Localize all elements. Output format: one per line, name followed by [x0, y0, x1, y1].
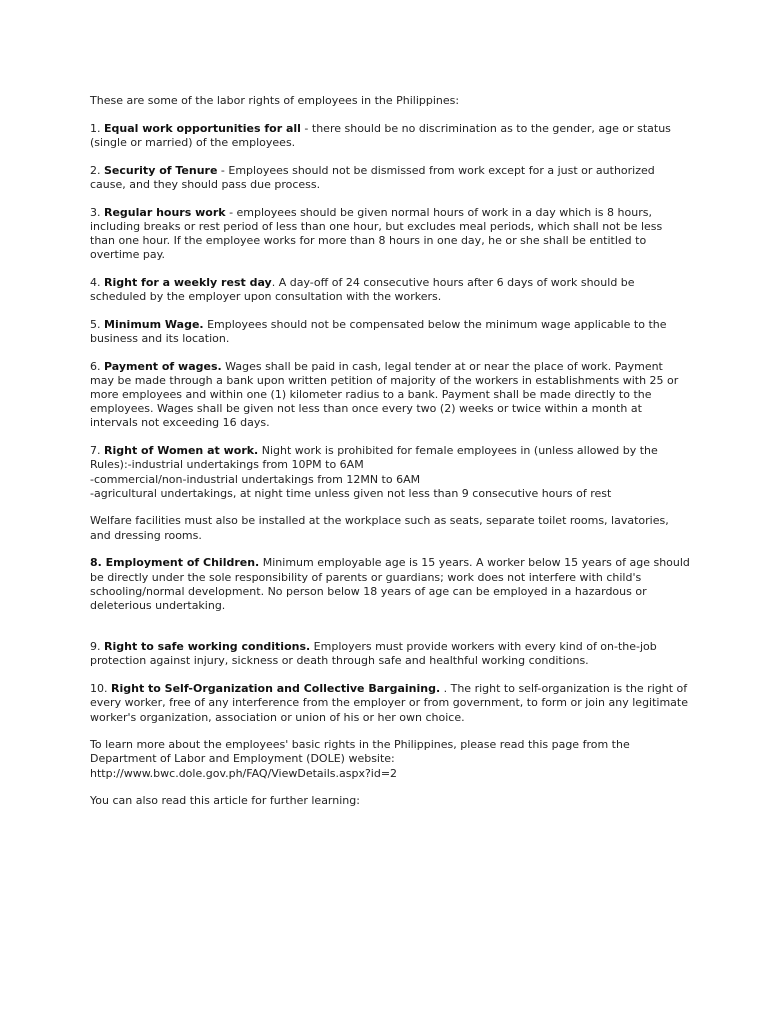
right-3	[90, 206, 690, 263]
right-text: - there should be no discrimination as to the gender, age or status (single or married) of the employees.	[90, 121, 671, 149]
right-number: 9.	[90, 640, 104, 654]
right-text: . The right to self-organization is the right of every worker, free of any interference from the employer or from government, to form or join any legitimate worker's organization, association or union of his or her own choice.	[90, 682, 689, 724]
right-heading: Equal work opportunities for all	[104, 121, 301, 135]
right-text: Night work is prohibited for female employees in (unless allowed by the Rules):-industrial undertakings from 10PM to 6AM -commercial/non-industrial undertakings from 12MN to 6AM -agricultural undertakings, at night time unless given not less than 9 consecutive hours of rest	[90, 444, 658, 500]
right-6	[90, 360, 690, 431]
right-7	[90, 444, 690, 501]
right-text: . A day-off of 24 consecutive hours after 6 days of work should be scheduled by the employer upon consultation with the workers.	[90, 275, 635, 304]
right-9	[90, 640, 690, 668]
right-number: 6.	[90, 359, 104, 373]
right-10	[90, 682, 690, 725]
learn-more-paragraph	[90, 738, 690, 781]
right-text: - employees should be given normal hours of work in a day which is 8 hours, including breaks or rest period of less than one hour, but excludes meal periods, which shall not be less than one hour. If the employee works for more than 8 hours in one day, he or she shall be entitled to overtime pay.	[90, 205, 663, 262]
document-body	[90, 94, 690, 822]
right-text: Employers must provide workers with every kind of on-the-job protection against injury, sickness or death through safe and healthful working conditions.	[90, 640, 657, 668]
right-number: 5.	[90, 317, 104, 331]
right-heading: Regular hours work	[104, 205, 226, 219]
right-number: 10.	[90, 682, 111, 696]
right-text: - Employees should not be dismissed from work except for a just or authorized cause, and they should pass due process.	[90, 163, 655, 191]
learn-more-text: To learn more about the employees' basic rights in the Philippines, please read this page from the Department of Labor and Employment (DOLE) website:	[90, 738, 630, 766]
right-1	[90, 122, 690, 150]
right-4	[90, 276, 690, 304]
right-number: 4.	[90, 275, 104, 289]
right-number: 3.	[90, 205, 104, 219]
right-heading: Right of Women at work.	[104, 444, 259, 458]
right-number: 2.	[90, 163, 104, 177]
right-text: Employees should not be compensated below the minimum wage applicable to the business and its location.	[90, 317, 667, 345]
intro-paragraph: These are some of the labor rights of employees in the Philippines:	[90, 94, 460, 107]
right-heading: Right to safe working conditions.	[104, 640, 311, 654]
right-5	[90, 318, 690, 346]
welfare-paragraph: Welfare facilities must also be installed at the workplace such as seats, separate toilet rooms, lavatories, and dressing rooms.	[90, 514, 669, 542]
right-heading: Right for a weekly rest day	[104, 275, 272, 289]
right-number: 1.	[90, 121, 104, 135]
right-text: Wages shall be paid in cash, legal tender at or near the place of work. Payment may be made through a bank upon written petition of majority of the workers in establishments with 25 or more employees and within one (1) kilometer radius to a bank. Payment shall be made directly to the employees. Wages shall be given not less than once every two (2) weeks or twice within a month at intervals not exceeding 16 days.	[90, 359, 679, 430]
right-heading: 8. Employment of Children.	[90, 556, 260, 570]
right-heading: Right to Self-Organization and Collective Bargaining.	[111, 682, 441, 696]
further-reading-paragraph: You can also read this article for further learning:	[90, 794, 360, 808]
right-2	[90, 164, 690, 192]
right-8	[90, 556, 690, 613]
right-heading: Minimum Wage.	[104, 317, 204, 331]
right-number: 7.	[90, 444, 104, 458]
dole-link[interactable]: http://www.bwc.dole.gov.ph/FAQ/ViewDetails.aspx?id=2	[90, 766, 398, 780]
right-text: Minimum employable age is 15 years. A worker below 15 years of age should be directly under the sole responsibility of parents or guardians; work does not interfere with child's schooling/normal development. No person below 18 years of age can be employed in a hazardous or deleterious undertaking.	[90, 556, 690, 612]
right-heading: Security of Tenure	[104, 163, 218, 177]
right-heading: Payment of wages.	[104, 359, 222, 373]
